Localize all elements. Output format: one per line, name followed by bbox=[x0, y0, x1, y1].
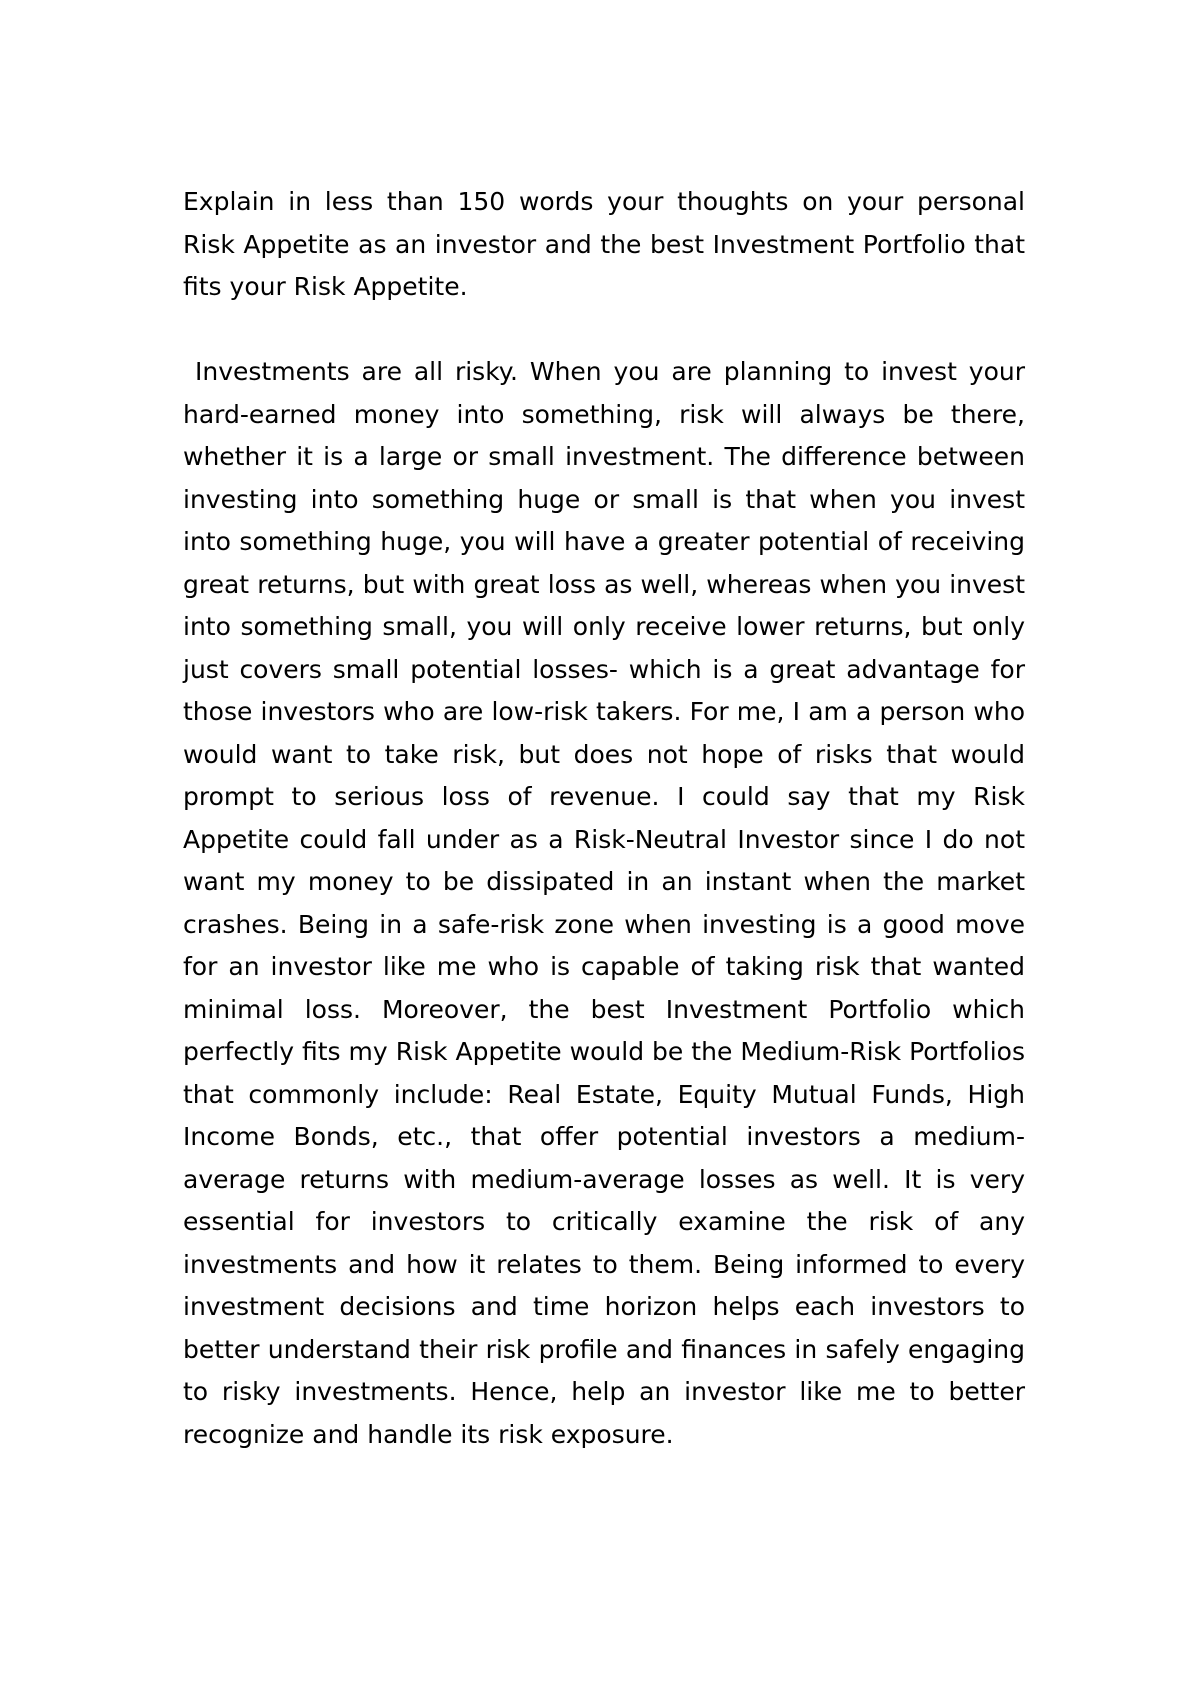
answer-paragraph: Investments are all risky. When you are planning to invest your hard-earned money into something, risk will always be there, whether it is a large or small investment. The difference between investing into something huge or small is that when you invest into something huge, you will have a greater potential of receiving great returns, but with great loss as well, whereas when you invest into something small, you will only receive lower returns, but only just covers small potential losses- which is a great advantage for those investors who are low-risk takers. For me, I am a person who would want to take risk, but does not hope of risks that would prompt to serious loss of revenue. I could say that my Risk Appetite could fall under as a Risk-Neutral Investor since I do not want my money to be dissipated in an instant when the market crashes. Being in a safe-risk zone when investing is a good move for an investor like me who is capable of taking risk that wanted minimal loss. Moreover, the best Investment Portfolio which perfectly fits my Risk Appetite would be the Medium-Risk Portfolios that commonly include: Real Estate, Equity Mutual Funds, High Income Bonds, etc., that offer potential investors a medium-average returns with medium-average losses as well. It is very essential for investors to critically examine the risk of any investments and how it relates to them. Being informed to every investment decisions and time horizon helps each investors to better understand their risk profile and finances in safely engaging to risky investments. Hence, help an investor like me to better recognize and handle its risk exposure. bbox=[183, 357, 1025, 1449]
question-prompt: Explain in less than 150 words your thoughts on your personal Risk Appetite as an investor and the best Investment Portfolio that fits your Risk Appetite. bbox=[183, 187, 1025, 301]
